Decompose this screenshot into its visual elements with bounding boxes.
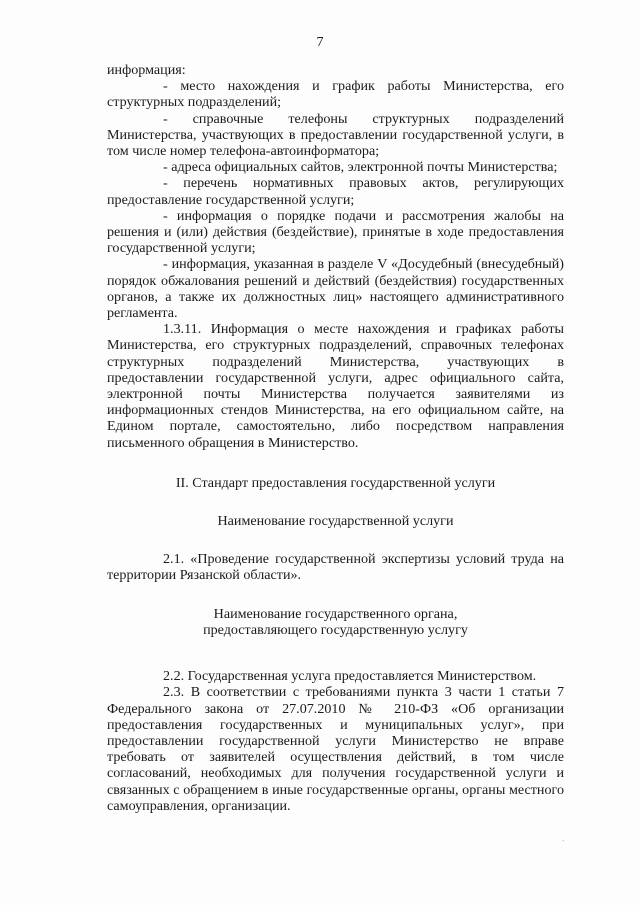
subsection-title-authority-line2: предоставляющего государственную услугу (203, 621, 468, 638)
page-number: 7 (316, 34, 324, 50)
paragraph-2-1: 2.1. «Проведение государственной экспертизы условий труда на территории Рязанской области». (107, 551, 564, 584)
paragraph-1-3-11: 1.3.11. Информация о месте нахождения и графиках работы Министерства, его структурных подразделений, справочных телефонах структурных подразделений Министерства, участвующих в предоставлении государственной услуги, адрес официального сайта, электронной почты Министерства получается заявителями из информационных стендов Министерства, на его официальном сайте, на Едином портале, самостоятельно, либо посредством направления письменного обращения в Министерство. (107, 321, 564, 451)
list-item-phones: - справочные телефоны структурных подразделений Министерства, участвующих в предоставлении государственной услуги, в том числе номер телефона-автоинформатора; (107, 110, 564, 160)
list-item-legal-acts: - перечень нормативных правовых актов, регулирующих предоставление государственной услуги; (107, 175, 564, 208)
list-item-websites-email: - адреса официальных сайтов, электронной почты Министерства; (163, 159, 558, 176)
list-item-complaint-procedure: - информация о порядке подачи и рассмотрения жалобы на решения и (или) действия (бездействие), принятые в ходе предоставления государственной услуги; (107, 207, 564, 257)
subsection-title-service-name: Наименование государственной услуги (217, 513, 454, 530)
scan-mark: ` (562, 839, 565, 848)
list-item-location-schedule: - место нахождения и график работы Министерства, его структурных подразделений; (107, 78, 564, 111)
section-title: II. Стандарт предоставления государственной услуги (175, 474, 496, 491)
paragraph-info-intro: информация: (107, 62, 186, 78)
document-body (107, 62, 564, 814)
list-item-section-v: - информация, указанная в разделе V «Досудебный (внесудебный) порядок обжалования решений и действий (бездействия) государственных органов, а также их должностных лиц» настоящего административного регламента. (107, 256, 564, 322)
paragraph-2-3: 2.3. В соответствии с требованиями пункта 3 части 1 статьи 7 Федерального закона от 27.07.2010 № 210-ФЗ «Об организации предоставления государственных и муниципальных услуг», при предоставлении государственной услуги Министерство не вправе требовать от заявителей осуществления действий, в том числе согласований, необходимых для получения государственной услуги и связанных с обращением в иные государственные органы, органы местного самоуправления, организации. (107, 684, 564, 814)
paragraph-2-2: 2.2. Государственная услуга предоставляется Министерством. (163, 668, 537, 685)
subsection-title-authority-line1: Наименование государственного органа, (213, 605, 458, 622)
